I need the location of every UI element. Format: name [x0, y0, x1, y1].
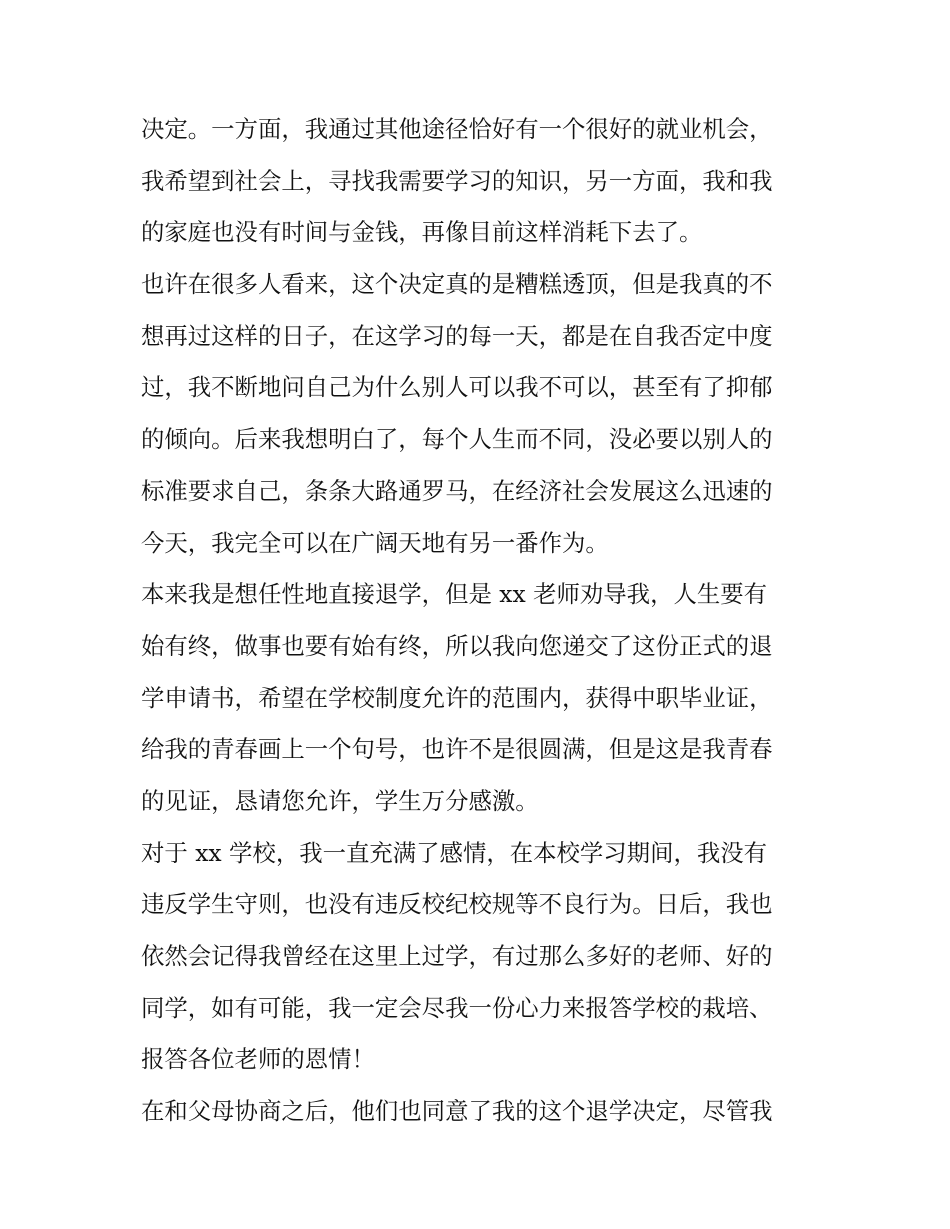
- text-line: 同学，如有可能，我一定会尽我一份心力来报答学校的栽培、: [141, 993, 773, 1022]
- text-line: 学申请书，希望在学校制度允许的范围内，获得中职毕业证，: [141, 683, 773, 712]
- text-line: 在和父母协商之后，他们也同意了我的这个退学决定，尽管我: [141, 1097, 773, 1126]
- text-line: 报答各位老师的恩情！: [141, 1045, 375, 1074]
- text-line: 对于 xx 学校，我一直充满了感情，在本校学习期间，我没有: [141, 838, 768, 867]
- text-line: 标准要求自己，条条大路通罗马，在经济社会发展这么迅速的: [141, 476, 773, 505]
- text-line: 想再过这样的日子，在这学习的每一天，都是在自我否定中度: [141, 321, 773, 350]
- text-line: 过，我不断地问自己为什么别人可以我不可以，甚至有了抑郁: [141, 373, 773, 402]
- text-line: 我希望到社会上，寻找我需要学习的知识，另一方面，我和我: [141, 166, 773, 195]
- text-line: 也许在很多人看来，这个决定真的是糟糕透顶，但是我真的不: [141, 270, 773, 299]
- text-line: 今天，我完全可以在广阔天地有另一番作为。: [141, 528, 609, 557]
- text-line: 依然会记得我曾经在这里上过学，有过那么多好的老师、好的: [141, 942, 773, 970]
- text-line: 本来我是想任性地直接退学，但是 xx 老师劝导我，人生要有: [141, 580, 768, 609]
- text-line: 决定。一方面，我通过其他途径恰好有一个很好的就业机会，: [141, 115, 773, 143]
- text-line: 的见证，恳请您允许，学生万分感激。: [141, 786, 539, 815]
- text-line: 的倾向。后来我想明白了，每个人生而不同，没必要以别人的: [141, 425, 773, 454]
- text-line: 给我的青春画上一个句号，也许不是很圆满，但是这是我青春: [141, 735, 773, 764]
- text-line: 违反学生守则，也没有违反校纪校规等不良行为。日后，我也: [141, 890, 773, 919]
- text-line: 始有终，做事也要有始有终，所以我向您递交了这份正式的退: [141, 631, 773, 660]
- document-body: [141, 104, 813, 1138]
- text-line: 的家庭也没有时间与金钱，再像目前这样消耗下去了。: [141, 218, 703, 247]
